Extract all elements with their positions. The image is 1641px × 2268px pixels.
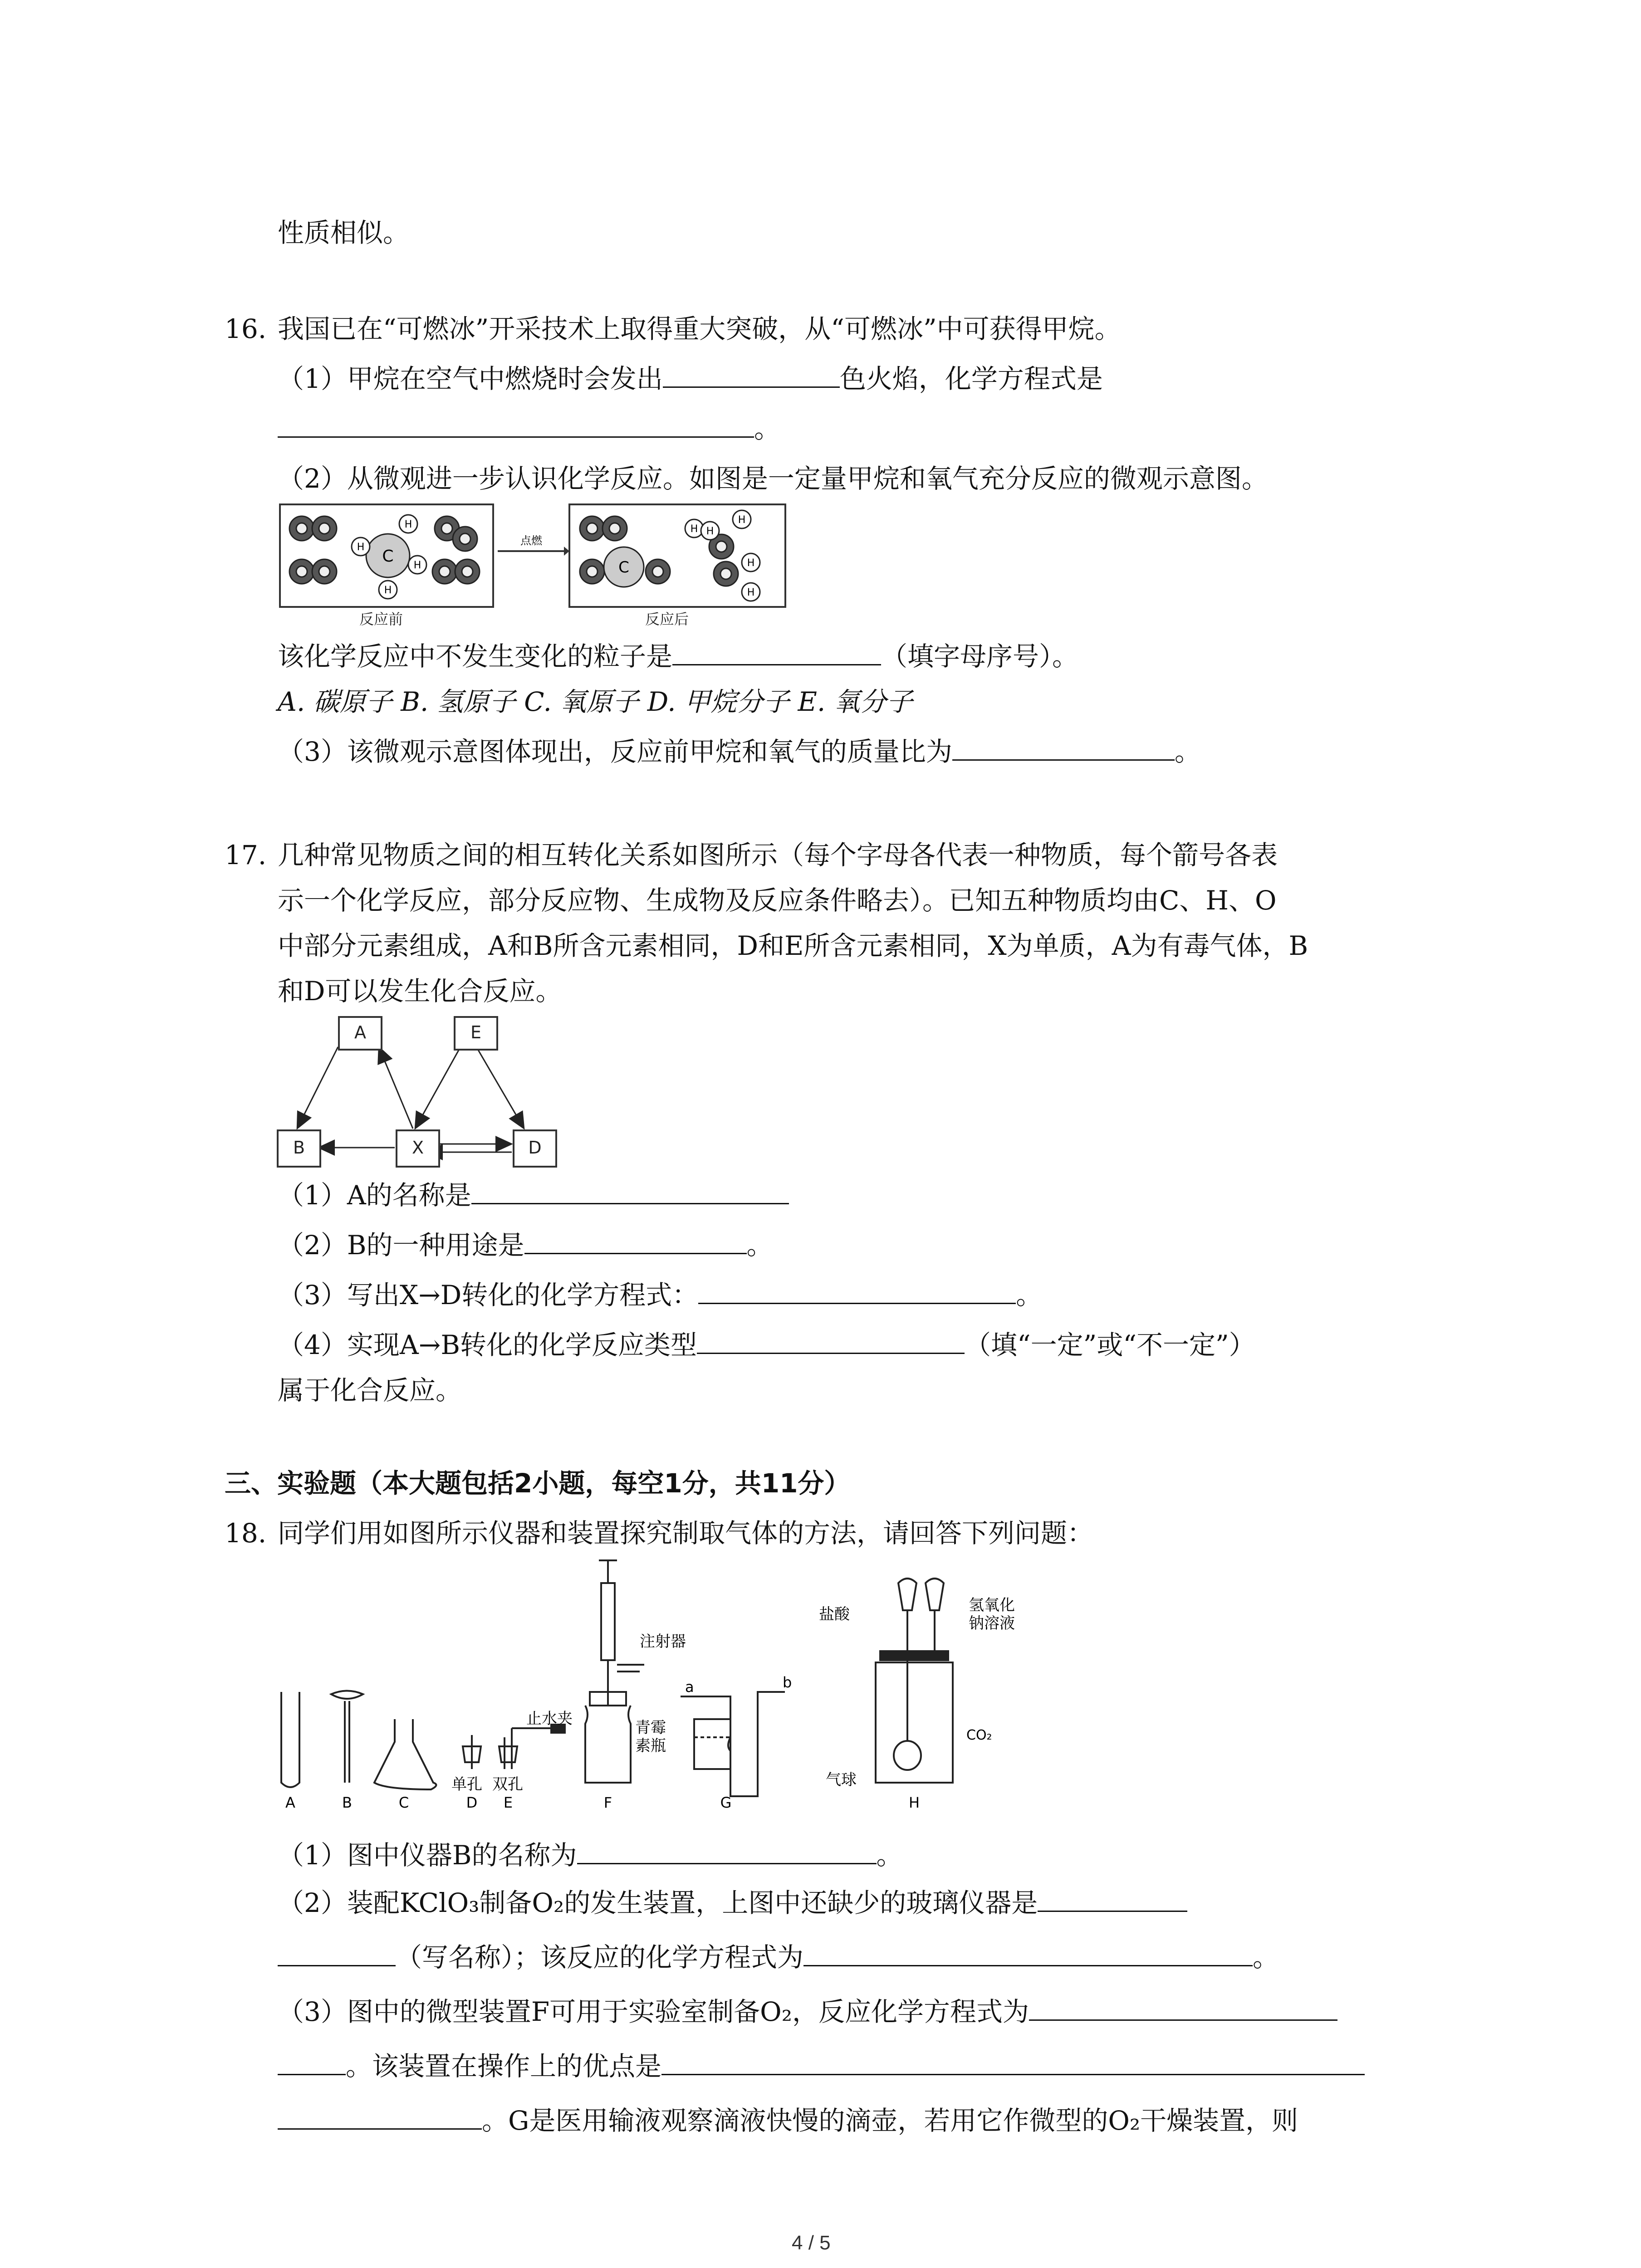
text: 。 — [876, 1840, 903, 1871]
atom-label: H — [738, 514, 746, 526]
apparatus-label: 盐酸 — [819, 1605, 850, 1623]
question-stem: 同学们用如图所示仪器和装置探究制取气体的方法，请回答下列问题： — [278, 1518, 1094, 1549]
text: （2）装配KClO₃制备O₂的发生装置，上图中还缺少的玻璃仪器是 — [278, 1887, 1038, 1918]
answer-blank[interactable] — [524, 1229, 747, 1254]
atom-label: C — [618, 558, 629, 577]
apparatus-diagram — [272, 1556, 1134, 1810]
text: 。 — [1253, 1942, 1279, 1973]
sub-question — [278, 1839, 903, 1871]
question-stem: 中部分元素组成，A和B所含元素相同，D和E所含元素相同，X为单质，A为有毒气体，B — [278, 930, 1308, 961]
text: （4）实现A→B转化的化学反应类型 — [278, 1330, 697, 1360]
sub-question-cont: 属于化合反应。 — [278, 1375, 462, 1406]
question-stem: 几种常见物质之间的相互转化关系如图所示（每个字母各代表一种物质，每个箭号各表 — [278, 840, 1278, 870]
section-heading: 三、实验题（本大题包括2小题，每空1分，共11分） — [225, 1468, 851, 1499]
node-box — [396, 1129, 440, 1168]
node-box — [338, 1016, 382, 1051]
apparatus-letter: D — [466, 1794, 478, 1810]
arrow-label: 点燃 — [520, 534, 542, 547]
atom-label: H — [384, 585, 392, 596]
sub-question-cont — [278, 2105, 1298, 2136]
answer-blank[interactable] — [278, 2105, 482, 2130]
answer-blank[interactable] — [672, 640, 881, 665]
question-number: 17. — [225, 840, 267, 870]
sub-question — [278, 1887, 1187, 1919]
text: （2）B的一种用途是 — [278, 1230, 524, 1261]
apparatus-letter: G — [720, 1794, 732, 1810]
text: （3）图中的微型装置F可用于实验室制备O₂，反应化学方程式为 — [278, 1996, 1029, 2027]
question-stem: 我国已在“可燃冰”开采技术上取得重大突破，从“可燃冰”中可获得甲烷。 — [278, 313, 1121, 344]
apparatus-label: 素瓶 — [635, 1737, 666, 1755]
text: 该化学反应中不发生变化的粒子是 — [278, 641, 673, 672]
apparatus-label: 青霉 — [635, 1719, 666, 1737]
apparatus-label: CO₂ — [966, 1727, 992, 1743]
apparatus-label: 钠溶液 — [969, 1614, 1015, 1633]
sub-question-cont — [278, 413, 780, 445]
answer-blank[interactable] — [698, 1279, 1016, 1304]
text: （1）图中仪器B的名称为 — [278, 1840, 577, 1871]
answer-blank[interactable] — [661, 2050, 1365, 2075]
answer-blank[interactable] — [471, 1179, 789, 1204]
apparatus-label: 止水夹 — [526, 1710, 573, 1728]
sub-question — [278, 1179, 789, 1211]
sub-question — [278, 363, 1103, 395]
atom-label: H — [690, 523, 698, 535]
atom-label: H — [404, 519, 412, 530]
transformation-diagram — [277, 1016, 572, 1175]
text: 。 — [746, 1230, 773, 1261]
atom-label: H — [706, 526, 714, 537]
apparatus-letter: H — [908, 1794, 920, 1810]
apparatus-label: 氢氧化 — [969, 1596, 1015, 1614]
text: 。G是医用输液观察滴液快慢的滴壶，若用它作微型的O₂干燥装置，则 — [482, 2105, 1298, 2136]
answer-blank[interactable] — [577, 1839, 877, 1864]
question-number: 16. — [225, 313, 267, 344]
apparatus-letter: C — [398, 1794, 409, 1810]
answer-blank[interactable] — [697, 1329, 965, 1354]
sub-question — [278, 736, 1201, 767]
options: A. 碳原子 B. 氢原子 C. 氧原子 D. 甲烷分子 E. 氧分子 — [278, 686, 913, 717]
apparatus-letter: A — [285, 1794, 295, 1810]
atom-label: H — [747, 587, 755, 598]
text: （1）甲烷在空气中燃烧时会发出 — [278, 363, 663, 394]
text: （1）A的名称是 — [278, 1180, 471, 1211]
answer-blank[interactable] — [278, 413, 754, 438]
text-line: 性质相似。 — [278, 217, 410, 248]
atom-label: H — [357, 542, 365, 553]
sub-question: （2）从微观进一步认识化学反应。如图是一定量甲烷和氧气充分反应的微观示意图。 — [278, 463, 1268, 494]
diagram-caption: 反应后 — [645, 611, 689, 628]
text: 色火焰，化学方程式是 — [839, 363, 1103, 394]
text: 。 — [1016, 1280, 1043, 1310]
apparatus-label: b — [783, 1674, 792, 1691]
node-box — [454, 1016, 498, 1051]
apparatus-label: 双孔 — [492, 1775, 523, 1794]
sub-question — [278, 1329, 1255, 1361]
atom-label: H — [747, 557, 755, 569]
text: 。 — [1174, 736, 1201, 767]
question-stem: 示一个化学反应，部分反应物、生成物及反应条件略去）。已知五种物质均由C、H、O — [278, 885, 1277, 916]
sub-question-cont — [278, 2050, 1365, 2082]
node-label: B — [293, 1138, 305, 1158]
apparatus-label: 气球 — [826, 1771, 857, 1789]
apparatus-letter: E — [503, 1794, 513, 1810]
diagram-caption: 反应前 — [359, 611, 403, 628]
text: （3）写出X→D转化的化学方程式： — [278, 1280, 699, 1310]
answer-blank[interactable] — [663, 363, 840, 388]
micro-reaction-diagram — [279, 503, 787, 608]
text: 。 — [754, 413, 781, 444]
apparatus-label: a — [685, 1678, 694, 1696]
answer-blank[interactable] — [952, 736, 1175, 761]
sub-question-cont — [278, 1941, 1279, 1973]
node-label: E — [470, 1022, 481, 1042]
node-box — [513, 1129, 557, 1168]
answer-blank[interactable] — [1038, 1887, 1187, 1912]
answer-blank[interactable] — [278, 1941, 396, 1966]
text: （填字母序号）。 — [881, 641, 1079, 672]
page-number: 4 / 5 — [792, 2232, 831, 2254]
text: （写名称）；该反应的化学方程式为 — [396, 1942, 804, 1973]
question-number: 18. — [225, 1518, 267, 1549]
sub-question — [278, 640, 1078, 672]
text: （填“一定”或“不一定”） — [965, 1330, 1255, 1360]
apparatus-letter: F — [603, 1794, 612, 1810]
node-label: D — [528, 1138, 542, 1158]
node-box — [277, 1129, 321, 1168]
apparatus-letter: B — [342, 1794, 352, 1810]
apparatus-label: 单孔 — [451, 1775, 482, 1794]
question-stem: 和D可以发生化合反应。 — [278, 976, 562, 1007]
sub-question — [278, 1229, 773, 1261]
sub-question — [278, 1996, 1337, 2028]
sub-question — [278, 1279, 1042, 1311]
answer-blank[interactable] — [278, 2050, 346, 2075]
answer-blank[interactable] — [1029, 1996, 1337, 2021]
atom-label: H — [413, 560, 421, 571]
node-label: A — [354, 1022, 366, 1042]
text: （3）该微观示意图体现出，反应前甲烷和氧气的质量比为 — [278, 736, 952, 767]
answer-blank[interactable] — [803, 1941, 1253, 1966]
node-label: X — [411, 1138, 424, 1158]
apparatus-label: 注射器 — [640, 1633, 686, 1651]
atom-label: C — [382, 547, 394, 566]
text: 。该装置在操作上的优点是 — [346, 2051, 662, 2082]
